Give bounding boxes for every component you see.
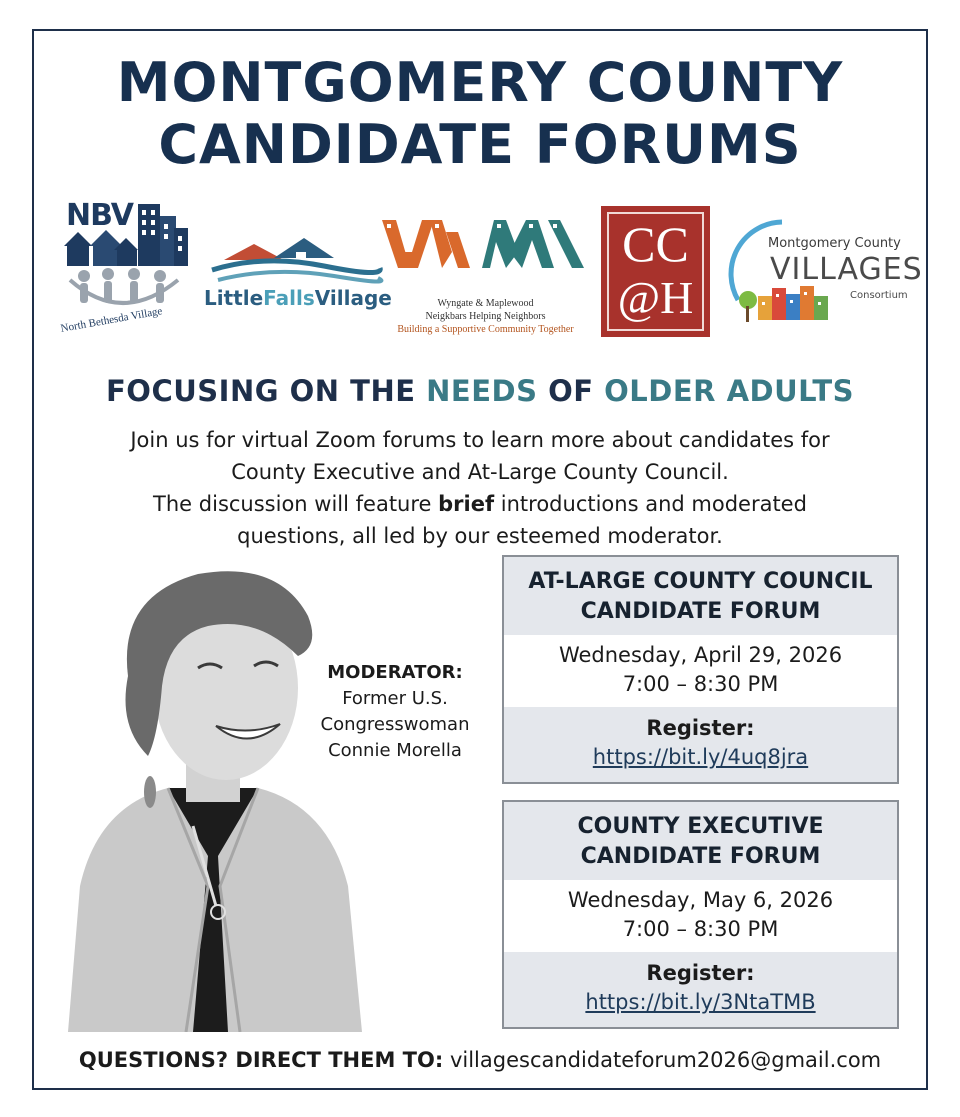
forum-date: Wednesday, May 6, 2026 <box>567 888 834 912</box>
intro-line-1: Join us for virtual Zoom forums to learn more about candidates for <box>130 428 830 452</box>
house-wave-icon <box>204 232 384 288</box>
forum-time: 7:00 – 8:30 PM <box>622 672 779 696</box>
title-line-1: MONTGOMERY COUNTY <box>116 51 844 114</box>
focus-part-1: FOCUSING ON THE <box>106 374 427 408</box>
focus-part-3: OF <box>537 374 605 408</box>
villages-line-1: Montgomery County <box>768 236 901 251</box>
intro-paragraph <box>60 424 900 552</box>
forum-register <box>504 952 897 1027</box>
forum-title-line-2: CANDIDATE FORUM <box>580 599 821 624</box>
forum-card-header <box>504 802 897 880</box>
contact-email-link[interactable]: villagescandidateforum2026@gmail.com <box>449 1048 882 1072</box>
moderator-line-1: Former U.S. <box>342 688 448 709</box>
nbv-initials: NBV <box>66 198 133 233</box>
forum-title-line-2: CANDIDATE FORUM <box>580 844 821 869</box>
register-link[interactable]: https://bit.ly/3NtaTMB <box>585 990 816 1014</box>
forum-title-line-1: COUNTY EXECUTIVE <box>577 814 824 839</box>
cch-logo <box>601 206 710 337</box>
villages-line-2: VILLAGES <box>770 252 923 287</box>
nbv-caption: North Bethesda Village <box>59 305 164 335</box>
wm-letters-icon <box>378 212 593 292</box>
little-falls-village-logo <box>204 232 392 322</box>
forum-card-executive <box>502 800 899 1029</box>
moderator-label: MODERATOR: <box>327 662 463 683</box>
intro-line-3-pre: The discussion will feature <box>153 492 439 516</box>
moderator-photo <box>58 556 368 1032</box>
forum-register <box>504 707 897 782</box>
wyngate-line-3: Building a Supportive Community Together <box>397 324 574 335</box>
wyngate-maplewood-logo <box>378 212 593 342</box>
intro-line-2: County Executive and At-Large County Council. <box>231 460 729 484</box>
forum-time: 7:00 – 8:30 PM <box>622 917 779 941</box>
questions-footer <box>0 1048 960 1072</box>
little-falls-wordmark <box>204 286 392 310</box>
intro-line-4: questions, all led by our esteemed moderator. <box>237 524 723 548</box>
cch-line-1: CC <box>622 216 689 272</box>
wyngate-line-1: Wyngate & Maplewood <box>437 298 534 309</box>
little-falls-word-2: Falls <box>263 286 315 310</box>
little-falls-word-1: Little <box>204 286 264 310</box>
intro-line-3-post: introductions and moderated <box>494 492 807 516</box>
register-label: Register: <box>646 716 755 740</box>
nbv-logo <box>56 196 196 346</box>
moderator-portrait-icon <box>58 556 368 1032</box>
cch-line-2: @H <box>617 272 694 323</box>
register-link[interactable]: https://bit.ly/4uq8jra <box>592 745 809 769</box>
questions-label: QUESTIONS? DIRECT THEM TO: <box>78 1048 444 1072</box>
forum-date: Wednesday, April 29, 2026 <box>558 643 843 667</box>
forum-schedule <box>504 635 897 707</box>
forum-schedule <box>504 880 897 952</box>
intro-line-3-bold: brief <box>438 492 495 516</box>
focus-part-2: NEEDS <box>426 374 538 408</box>
forum-title-line-1: AT-LARGE COUNTY COUNCIL <box>528 569 873 594</box>
moderator-caption <box>300 660 490 764</box>
forum-card-council <box>502 555 899 784</box>
little-falls-word-3: Village <box>314 286 392 310</box>
focus-heading <box>0 374 960 408</box>
moderator-line-2: Congresswoman <box>320 714 470 735</box>
wyngate-line-2: Neigkbars Helping Neighbors <box>425 311 546 322</box>
register-label: Register: <box>646 961 755 985</box>
intro-line-3 <box>60 488 900 520</box>
focus-part-4: OLDER ADULTS <box>604 374 854 408</box>
forum-card-header <box>504 557 897 635</box>
villages-line-3: Consortium <box>850 290 908 301</box>
title-line-2: CANDIDATE FORUMS <box>158 113 802 176</box>
mc-villages-logo <box>722 216 922 328</box>
moderator-line-3: Connie Morella <box>328 740 462 761</box>
